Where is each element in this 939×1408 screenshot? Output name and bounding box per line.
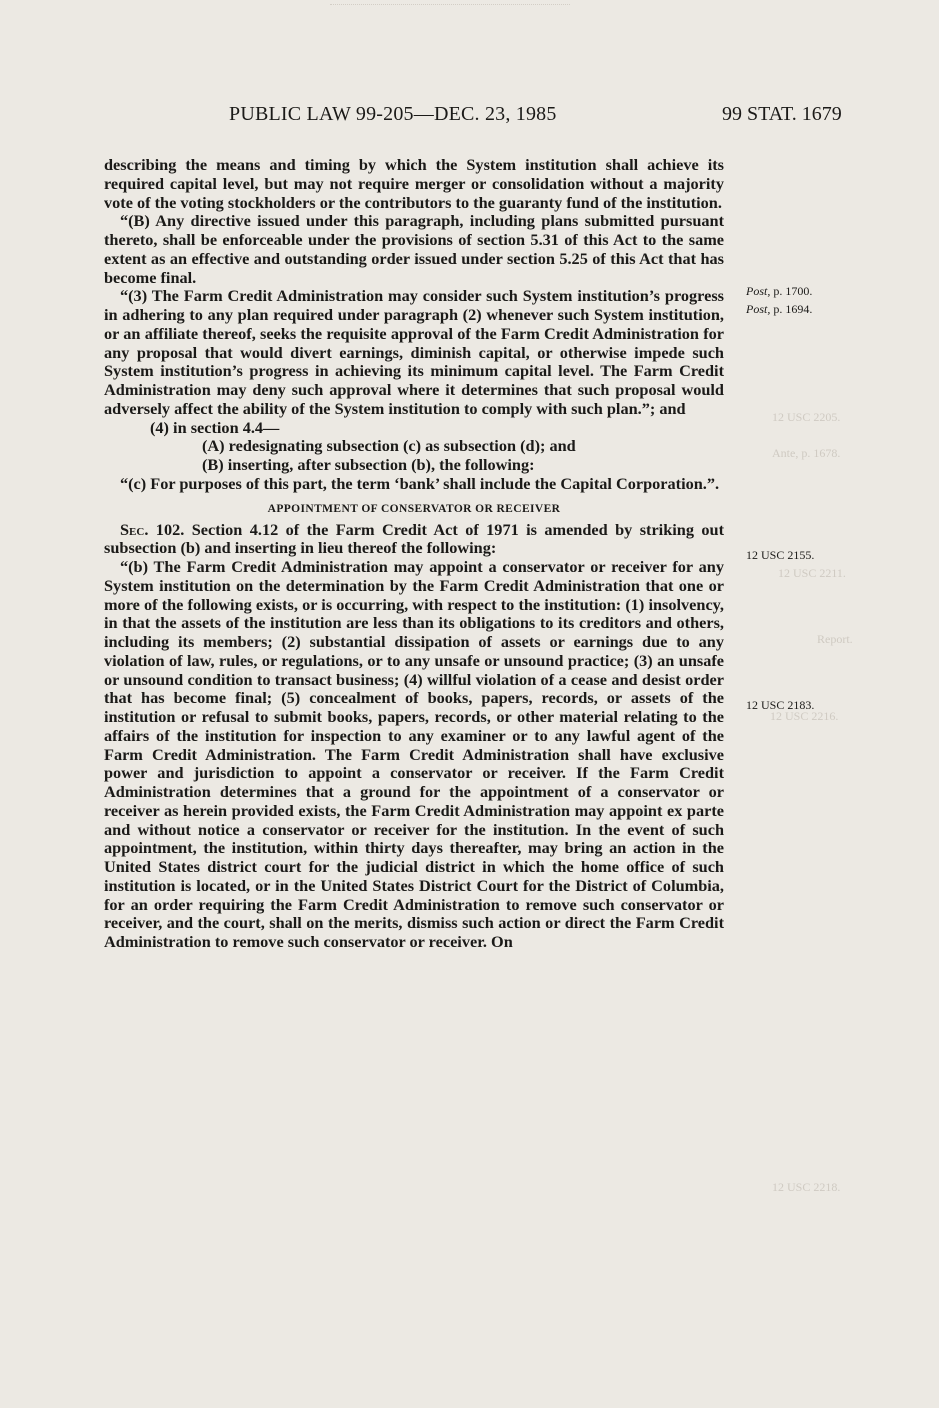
- margin-note: 12 USC 2155.: [746, 548, 815, 562]
- paragraph: Sec. 102. Section 4.12 of the Farm Credit Act of 1971 is amended by striking out subsection (b) and inserting in lieu thereof the following:: [104, 519, 724, 558]
- bleed-text: Ante, p. 1678.: [772, 446, 841, 460]
- faint-top-mark: [330, 4, 570, 15]
- bleed-text: 12 USC 2211.: [778, 566, 846, 580]
- paragraph: “(b) The Farm Credit Administration may appoint a conservator or receiver for any System institution on the determination by the Farm Credit Administration that one or more of the following exists, or is occurring, with respect to the institution: (1) insolvency, in that the assets of the institution are less than its obligations to its creditors and others, including its members; (2) substantial dissipation of assets or earnings due to any violation of law, rules, or regulations, or to any unsafe or unsound practice; (3) an unsafe or unsound condition to transact business; (4) willful violation of a cease and desist order that has become final; (5) concealment of books, papers, records, or assets of the institution or refusal to submit books, papers, records, or other material relating to the affairs of the institution for inspection to any examiner or to any lawful agent of the Farm Credit Administration. The Farm Credit Administration shall have exclusive power and jurisdiction to appoint a conservator or receiver. If the Farm Credit Administration determines that a ground for the appointment of a conservator or receiver as herein provided exists, the Farm Credit Administration may appoint ex parte and without notice a conservator or receiver for the institution. In the event of such appointment, the institution, within thirty days thereafter, may bring an action in the United States district court for the judicial district in which the home office of such institution is located, or in the United States District Court for the District of Columbia, for an order requiring the Farm Credit Administration to remove such conservator or receiver, and the court, shall on the merits, dismiss such action or direct the Farm Credit Administration to remove such conservator or receiver. On: [104, 557, 724, 951]
- paragraph: “(c) For purposes of this part, the term ‘bank’ shall include the Capital Corporation.”.: [120, 473, 720, 493]
- paragraph: describing the means and timing by which the System institution shall achieve its required capital level, but may not require merger or consolidation without a majority vote of the voting stockholders or the contributors to the guaranty fund of the institution.: [104, 155, 724, 212]
- section-label: Sec. 102.: [120, 519, 185, 539]
- bleed-text: 12 USC 2216.: [770, 709, 839, 723]
- margin-note: Post, p. 1694.: [746, 302, 813, 316]
- section-heading: APPOINTMENT OF CONSERVATOR OR RECEIVER: [267, 502, 561, 515]
- bleed-text: 12 USC 2205.: [772, 410, 841, 424]
- paragraph: “(3) The Farm Credit Administration may consider such System institution’s progress in adhering to any plan required under paragraph (2) whenever such System institution, or an affiliate thereof, seeks the requisite approval of the Farm Credit Administration for any proposal that would divert earnings, diminish capital, or otherwise impede such System institution’s progress in achieving its minimum capital level. The Farm Credit Administration may deny such approval where it determines that such proposal would adversely affect the ability of the System institution to comply with such plan.”; and: [104, 286, 724, 418]
- running-header: PUBLIC LAW 99-205—DEC. 23, 1985: [229, 103, 557, 125]
- body-text: [104, 156, 724, 952]
- amendment-subitem: (A) redesignating subsection (c) as subsection (d); and: [202, 436, 576, 456]
- margin-note: 12 USC 2183.: [746, 698, 815, 712]
- bleed-text: 12 USC 2218.: [772, 1180, 841, 1194]
- margin-note: Post, p. 1700.: [746, 284, 813, 298]
- paragraph: “(B) Any directive issued under this paragraph, including plans submitted pursuant thereto, shall be enforceable under the provisions of section 5.31 of this Act to the same extent as an effective and outstanding order issued under section 5.25 of this Act that has become final.: [104, 211, 724, 287]
- page-number: 99 STAT. 1679: [722, 103, 842, 125]
- amendment-subitem: (B) inserting, after subsection (b), the following:: [202, 455, 535, 474]
- amendment-item: (4) in section 4.4—: [150, 417, 280, 437]
- bleed-text: Report.: [817, 632, 853, 646]
